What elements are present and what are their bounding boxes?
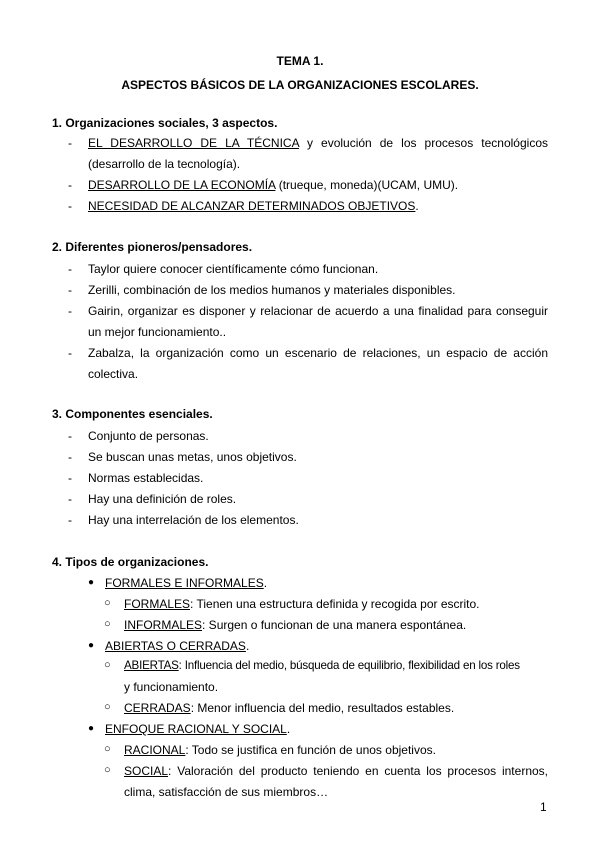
sub-list-item xyxy=(124,659,520,672)
item-underlined: ENFOQUE RACIONAL Y SOCIAL xyxy=(105,722,287,736)
dash-marker: - xyxy=(68,262,72,276)
item-text: : Menor influencia del medio, resultados estables. xyxy=(190,701,455,715)
item-text: . xyxy=(286,722,291,736)
item-underlined: DESARROLLO DE LA ECONOMÍA xyxy=(88,178,276,192)
circle-bullet-icon: ○ xyxy=(104,659,111,671)
list-item xyxy=(88,639,249,653)
sub-list-item xyxy=(124,701,454,715)
dash-marker: - xyxy=(68,492,72,506)
list-item: Gairin, organizar es disponer y relacionar de acuerdo a una finalidad para conseguir xyxy=(88,304,548,318)
item-text: y evolución de los procesos tecnológicos xyxy=(298,136,548,150)
sub-list-item xyxy=(124,743,436,757)
item-underlined: FORMALES xyxy=(124,597,191,611)
dash-marker: - xyxy=(68,283,72,297)
list-item xyxy=(105,722,290,736)
list-item: Se buscan unas metas, unos objetivos. xyxy=(88,450,297,464)
item-text: . xyxy=(415,199,419,213)
circle-bullet-icon: ○ xyxy=(104,743,111,755)
circle-bullet-icon: ○ xyxy=(104,764,111,776)
bullet-icon: ● xyxy=(88,723,95,734)
item-text: . xyxy=(245,639,250,653)
item-text: : Valoración del producto teniendo en cuenta los procesos internos, xyxy=(168,764,548,778)
dash-marker: - xyxy=(68,304,72,318)
list-item: Taylor quiere conocer científicamente cómo funcionan. xyxy=(88,262,379,276)
item-text: . xyxy=(263,576,268,590)
circle-bullet-icon: ○ xyxy=(104,618,111,630)
list-item xyxy=(88,136,548,150)
dash-marker: - xyxy=(68,450,72,464)
item-underlined: FORMALES E INFORMALES xyxy=(105,576,264,590)
item-text: : Todo se justifica en función de unos objetivos. xyxy=(185,743,436,757)
list-item: Hay una interrelación de los elementos. xyxy=(88,513,299,527)
item-underlined: INFORMALES xyxy=(124,618,203,632)
dash-marker: - xyxy=(68,199,72,213)
item-text-continuation: y funcionamiento. xyxy=(124,680,219,694)
section-3-heading: 3. Componentes esenciales. xyxy=(52,407,213,421)
item-text-continuation: clima, satisfacción de sus miembros… xyxy=(124,785,329,799)
doc-subtitle: ASPECTOS BÁSICOS DE LA ORGANIZACIONES ESCOLARES. xyxy=(121,78,479,92)
dash-marker: - xyxy=(68,136,72,150)
bullet-icon: ● xyxy=(88,640,95,651)
doc-title: TEMA 1. xyxy=(276,54,324,68)
sub-list-item xyxy=(124,618,466,632)
dash-marker: - xyxy=(68,471,72,485)
list-item: Zerilli, combinación de los medios humanos y materiales disponibles. xyxy=(88,283,456,297)
item-text: : Tienen una estructura definida y recogida por escrito. xyxy=(190,597,480,611)
item-underlined: CERRADAS xyxy=(124,701,191,715)
item-underlined: ABIERTAS xyxy=(124,659,179,672)
list-item xyxy=(88,199,419,213)
bullet-icon: ● xyxy=(88,577,95,588)
list-item: Normas establecidas. xyxy=(88,471,204,485)
circle-bullet-icon: ○ xyxy=(104,597,111,609)
item-underlined: ABIERTAS O CERRADAS xyxy=(105,639,246,653)
item-text-continuation: un mejor funcionamiento.. xyxy=(88,325,227,339)
item-text-continuation: colectiva. xyxy=(88,367,139,381)
item-underlined: NECESIDAD DE ALCANZAR DETERMINADOS OBJETIVOS xyxy=(88,199,416,213)
sub-list-item xyxy=(124,764,548,778)
circle-bullet-icon: ○ xyxy=(104,701,111,713)
dash-marker: - xyxy=(68,178,72,192)
list-item: Hay una definición de roles. xyxy=(88,492,237,506)
dash-marker: - xyxy=(68,513,72,527)
item-underlined: SOCIAL xyxy=(124,764,169,778)
item-text: (trueque, moneda)(UCAM, UMU). xyxy=(275,178,459,192)
dash-marker: - xyxy=(68,346,72,360)
dash-marker: - xyxy=(68,429,72,443)
sub-list-item xyxy=(124,597,480,611)
list-item: Zabalza, la organización como un escenario de relaciones, un espacio de acción xyxy=(88,346,548,360)
list-item xyxy=(105,576,267,590)
page-number: 1 xyxy=(540,800,547,814)
section-2-heading: 2. Diferentes pioneros/pensadores. xyxy=(52,240,253,254)
section-1-heading: 1. Organizaciones sociales, 3 aspectos. xyxy=(52,116,278,130)
list-item: Conjunto de personas. xyxy=(88,429,209,443)
item-underlined: EL DESARROLLO DE LA TÉCNICA xyxy=(88,136,299,150)
section-4-heading: 4. Tipos de organizaciones. xyxy=(52,555,209,569)
item-text: : Surgen o funcionan de una manera espontánea. xyxy=(202,618,467,632)
item-text: : Influencia del medio, búsqueda de equilibrio, flexibilidad en los roles xyxy=(178,659,520,672)
item-text-continuation: (desarrollo de la tecnología). xyxy=(88,157,241,171)
item-underlined: RACIONAL xyxy=(124,743,186,757)
list-item xyxy=(88,178,458,192)
